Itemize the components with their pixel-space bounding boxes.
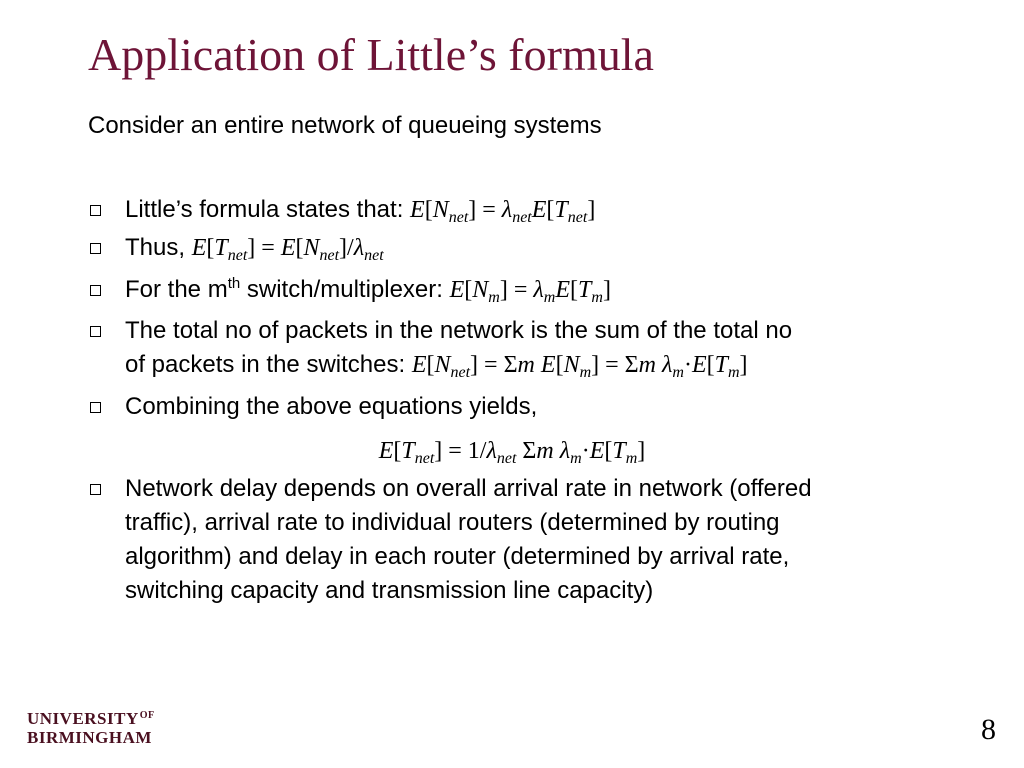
square-bullet-icon xyxy=(90,484,101,495)
intro-text: Consider an entire network of queueing systems xyxy=(88,112,602,139)
university-logo xyxy=(27,706,155,747)
logo-of: OF xyxy=(139,710,155,721)
bullet-text-line1: The total no of packets in the network is the sum of the total no xyxy=(125,317,793,344)
bullet-text: Thus, xyxy=(125,234,192,261)
combined-equation: $E[T_{net}] = 1/\lambda_{net}$ Σm $\lambda_m\cdot E[T_m]$ xyxy=(378,438,646,467)
formula-sum: $E[N_{net}] = \Sigma m$ $E[N_m] = \Sigma m$ $\lambda_m\cdot E[T_m]$ xyxy=(411,352,748,381)
square-bullet-icon xyxy=(90,285,101,296)
square-bullet-icon xyxy=(90,326,101,337)
bullet-text-line2: traffic), arrival rate to individual routers (determined by routing xyxy=(125,509,780,536)
bullet-text-pre: For the m xyxy=(125,276,228,303)
bullet-text: Little’s formula states that: xyxy=(125,196,411,223)
bullet-text: Combining the above equations yields, xyxy=(125,393,538,420)
bullet-text-post: switch/multiplexer: xyxy=(240,276,450,303)
logo-line2: BIRMINGHAM xyxy=(27,728,152,747)
bullet-text-line4: switching capacity and transmission line capacity) xyxy=(125,577,654,604)
square-bullet-icon xyxy=(90,402,101,413)
formula-littles: $E[N_{net}] = \lambda_{net}E[T_{net}]$ xyxy=(410,197,596,226)
square-bullet-icon xyxy=(90,205,101,216)
formula-switch: $E[N_m] = \lambda_mE[T_m]$ xyxy=(449,277,611,306)
bullet-text-line3: algorithm) and delay in each router (determined by arrival rate, xyxy=(125,543,790,570)
bullet-text-line2: of packets in the switches: xyxy=(125,351,412,378)
bullet-text-line1: Network delay depends on overall arrival rate in network (offered xyxy=(125,475,812,502)
formula-tnet: $E[T_{net}] = E[N_{net}]/\lambda_{net}$ xyxy=(191,235,384,264)
page-number: 8 xyxy=(981,713,996,746)
slide-title: Application of Little’s formula xyxy=(88,29,654,80)
square-bullet-icon xyxy=(90,243,101,254)
logo-line1: UNIVERSITY xyxy=(27,709,139,728)
superscript-th: th xyxy=(227,275,241,292)
